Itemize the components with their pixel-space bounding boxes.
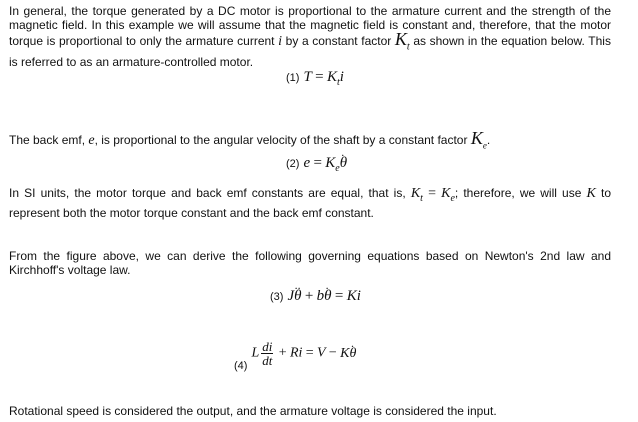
- paragraph-governing-equations: From the figure above, we can derive the following governing equations based on Newton's 2nd law and Kirchhoff's voltage law.: [9, 249, 611, 277]
- paragraph-torque-intro: In general, the torque generated by a DC motor is proportional to the armature current and the strength of the magnetic field. In this example we will assume that the magnetic field is constant and, therefore, that the motor torque is proportional to only the armature current i by a constant factor $K_t$ as shown in the equation below. This is referred to as an armature-controlled motor.: [9, 4, 611, 69]
- equation-4: (4)L $\frac{di}{dt}$ + Ri = V − K· θ: [234, 340, 356, 367]
- equation-3: (3) J·· θ + b· θ = Ki: [270, 289, 361, 304]
- paragraph-si-units: In SI units, the motor torque and back emf constants are equal, that is, $K_t = K_e$; therefore, we will use K to represent both the motor torque constant and the back emf constant.: [9, 186, 612, 220]
- equation-1: (1) $T = K_ti$: [286, 69, 344, 88]
- paragraph-back-emf: The back emf, e, is proportional to the angular velocity of the shaft by a constant factor $K_e$.: [9, 128, 491, 151]
- var-kt: $K_t$: [394, 29, 410, 53]
- paragraph-input-output: Rotational speed is considered the output, and the armature voltage is considered the input.: [9, 404, 497, 418]
- equation-2: (2) $e = K_e\cdot \theta$: [286, 156, 347, 176]
- var-i: i: [278, 34, 283, 49]
